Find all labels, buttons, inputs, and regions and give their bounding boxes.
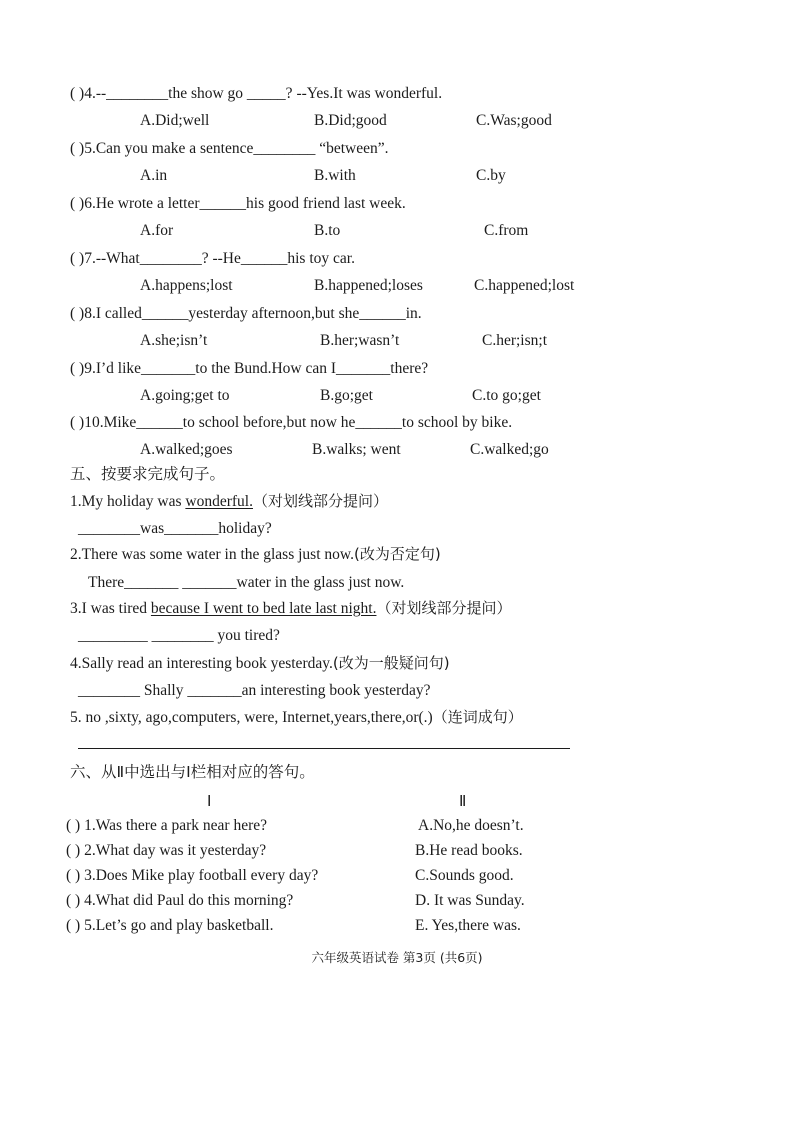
q2-instruction: (改为否定句) xyxy=(353,545,441,563)
q3-underlined: because I went to bed late last night. xyxy=(150,600,377,617)
q4-instruction: (改为一般疑问句) xyxy=(332,654,450,672)
s5-answer-1: ________was_______holiday? xyxy=(78,520,272,537)
section-5-title: 五、按要求完成句子。 xyxy=(70,465,226,483)
s5-answer-3: _________ ________ you tired? xyxy=(78,627,280,644)
option-c: C.happened;lost xyxy=(474,277,575,294)
option-b: B.walks; went xyxy=(312,441,401,458)
match-question: ( ) 2.What day was it yesterday? xyxy=(66,842,267,859)
match-answer: C.Sounds good. xyxy=(415,867,514,884)
option-b: B.happened;loses xyxy=(314,277,423,294)
q5-text: 5. no ,sixty, ago,computers, were, Internet,years,there,or(.) xyxy=(70,709,433,726)
column-ii-label: Ⅱ xyxy=(459,792,467,810)
option-c: C.by xyxy=(476,167,506,184)
option-c: C.from xyxy=(484,222,529,239)
option-b: B.her;wasn’t xyxy=(320,332,400,349)
column-i-label: Ⅰ xyxy=(207,792,212,810)
mc-line: ( )6.He wrote a letter______his good friend last week. xyxy=(70,195,406,212)
match-answer: B.He read books. xyxy=(415,842,523,859)
option-b: B.with xyxy=(314,167,356,184)
q2-text: 2.There was some water in the glass just now. xyxy=(70,546,354,563)
option-a: A.she;isn’t xyxy=(140,332,208,349)
page-footer: 六年级英语试卷 第3页 (共6页) xyxy=(311,950,483,965)
match-question: ( ) 5.Let’s go and play basketball. xyxy=(66,917,274,934)
s5-question-1 xyxy=(70,494,388,510)
match-question: ( ) 4.What did Paul do this morning? xyxy=(66,892,294,909)
option-c: C.Was;good xyxy=(476,112,552,129)
mc-line: ( )4.--________the show go _____? --Yes.It was wonderful. xyxy=(70,85,443,102)
match-answer: D. It was Sunday. xyxy=(415,892,525,909)
q3-text: 3.I was tired xyxy=(70,600,151,617)
section-6-title: 六、从Ⅱ中选出与Ⅰ栏相对应的答句。 xyxy=(70,763,315,781)
match-question: ( ) 1.Was there a park near here? xyxy=(66,817,267,834)
q3-instruction: （对划线部分提问） xyxy=(376,599,512,617)
mc-line: ( )10.Mike______to school before,but now he______to school by bike. xyxy=(70,414,513,431)
q1-instruction: （对划线部分提问） xyxy=(252,492,388,510)
s5-question-5 xyxy=(70,710,523,726)
match-answer: A.No,he doesn’t. xyxy=(418,817,524,834)
q1-underlined: wonderful. xyxy=(185,493,253,510)
option-a: A.going;get to xyxy=(140,387,230,404)
mc-line: ( )9.I’d like_______to the Bund.How can I_______there? xyxy=(70,360,429,377)
option-a: A.happens;lost xyxy=(140,277,233,294)
option-b: B.to xyxy=(314,222,341,239)
option-c: C.walked;go xyxy=(470,441,549,458)
s5-question-2 xyxy=(70,547,441,563)
option-c: C.her;isn;t xyxy=(482,332,548,349)
answer-line xyxy=(78,748,570,749)
s5-question-3 xyxy=(70,601,511,617)
s5-answer-4: ________ Shally _______an interesting book yesterday? xyxy=(78,682,431,699)
option-b: B.Did;good xyxy=(314,112,387,129)
mc-line: ( )7.--What________? --He______his toy car. xyxy=(70,250,355,267)
s5-answer-2: There_______ _______water in the glass just now. xyxy=(88,574,405,591)
s5-question-4 xyxy=(70,656,450,672)
option-b: B.go;get xyxy=(320,387,373,404)
mc-line: ( )5.Can you make a sentence________ “between”. xyxy=(70,140,389,157)
option-a: A.in xyxy=(140,167,168,184)
q5-instruction: （连词成句） xyxy=(432,708,523,726)
option-a: A.walked;goes xyxy=(140,441,233,458)
mc-line: ( )8.I called______yesterday afternoon,but she______in. xyxy=(70,305,422,322)
q4-text: 4.Sally read an interesting book yesterday. xyxy=(70,655,333,672)
option-c: C.to go;get xyxy=(472,387,541,404)
match-answer: E. Yes,there was. xyxy=(415,917,521,934)
q1-text: 1.My holiday was xyxy=(70,493,186,510)
option-a: A.for xyxy=(140,222,174,239)
option-a: A.Did;well xyxy=(140,112,210,129)
match-question: ( ) 3.Does Mike play football every day? xyxy=(66,867,319,884)
